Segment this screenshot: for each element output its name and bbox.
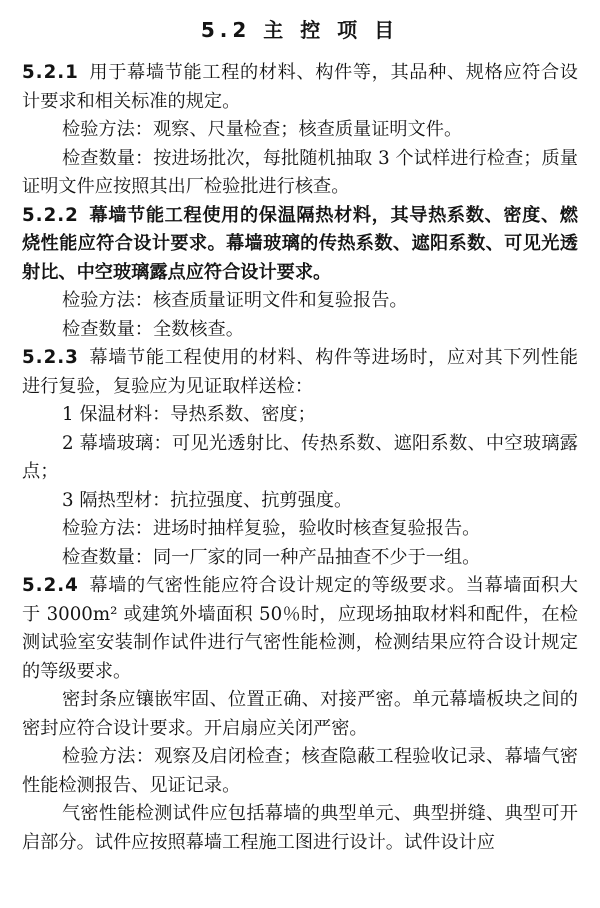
clause-text: 幕墙节能工程使用的保温隔热材料，其导热系数、密度、燃烧性能应符合设计要求。幕墙玻璃的传热系数、遮阳系数、可见光透射比、中空玻璃露点应符合设计要求。 bbox=[22, 204, 578, 283]
clause-text: 幕墙的气密性能应符合设计规定的等级要求。当幕墙面积大于 3000m² 或建筑外墙面积 50％时，应现场抽取材料和配件，在检测试验室安装制作试件进行气密性能检测，检测结果应符合设计规定的等级要求。 bbox=[22, 575, 578, 682]
paragraph-seal: 密封条应镶嵌牢固、位置正确、对接严密。单元幕墙板块之间的密封应符合设计要求。开启扇应关闭严密。 bbox=[22, 689, 578, 739]
clause-number: 5.2.3 bbox=[22, 347, 79, 368]
section-title: 5.2 主 控 项 目 bbox=[200, 18, 400, 42]
inspection-method: 检验方法：核查质量证明文件和复验报告。 bbox=[62, 290, 408, 311]
inspection-quantity: 检查数量：同一厂家的同一种产品抽查不少于一组。 bbox=[62, 546, 481, 568]
paragraph-test-specimen: 气密性能检测试件应包括幕墙的典型单元、典型拼缝、典型可开启部分。试件应按照幕墙工程施工图进行设计。试件设计应 bbox=[22, 803, 578, 853]
inspection-quantity: 检查数量：按进场批次，每批随机抽取 3 个试样进行检查；质量证明文件应按照其出厂检验批进行核查。 bbox=[22, 147, 578, 197]
inspection-quantity: 检查数量：全数核查。 bbox=[62, 318, 244, 340]
inspection-method: 检验方法：进场时抽样复验，验收时核查复验报告。 bbox=[62, 518, 481, 539]
list-item-2: 2 幕墙玻璃：可见光透射比、传热系数、遮阳系数、中空玻璃露点； bbox=[22, 432, 578, 482]
list-item-3: 3 隔热型材：抗拉强度、抗剪强度。 bbox=[62, 489, 353, 511]
clause-number: 5.2.2 bbox=[22, 204, 79, 226]
clause-text: 用于幕墙节能工程的材料、构件等，其品种、规格应符合设计要求和相关标准的规定。 bbox=[22, 62, 578, 112]
clause-5-2-1 bbox=[22, 59, 578, 116]
clause-number: 5.2.1 bbox=[22, 62, 79, 83]
clause-number: 5.2.4 bbox=[22, 575, 79, 596]
clause-text: 幕墙节能工程使用的材料、构件等进场时，应对其下列性能进行复验，复验应为见证取样送检： bbox=[22, 347, 578, 397]
clause-5-2-2 bbox=[22, 202, 578, 288]
inspection-method: 检验方法：观察、尺量检查；核查质量证明文件。 bbox=[62, 119, 463, 140]
clause-5-2-4 bbox=[22, 572, 578, 686]
inspection-method: 检验方法：观察及启闭检查；核查隐蔽工程验收记录、幕墙气密性能检测报告、见证记录。 bbox=[22, 746, 578, 796]
clause-5-2-3 bbox=[22, 344, 578, 401]
list-item-1: 1 保温材料：导热系数、密度； bbox=[62, 404, 316, 425]
